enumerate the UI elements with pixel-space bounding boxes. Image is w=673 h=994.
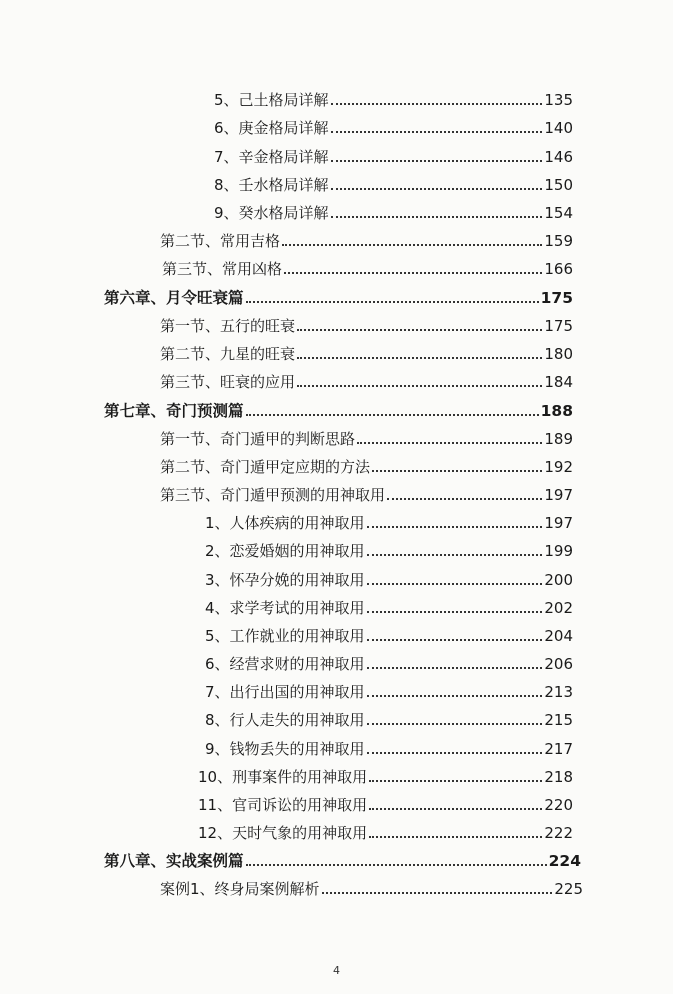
toc-entry: [160, 875, 583, 899]
toc-entry: [205, 594, 573, 618]
entry-label: 第二节、奇门遁甲定应期的方法: [160, 458, 371, 476]
entry-page: 146: [544, 148, 573, 166]
entry-label: 第三节、旺衰的应用: [160, 373, 296, 391]
toc-entry: [205, 537, 573, 561]
entry-page: 135: [544, 91, 573, 109]
entry-page: 175: [544, 317, 573, 335]
entry-label: 5、工作就业的用神取用: [205, 627, 365, 645]
entry-label: 8、壬水格局详解: [214, 176, 329, 194]
entry-page: 188: [540, 402, 573, 420]
toc-entry: [214, 199, 573, 223]
entry-page: 222: [544, 824, 573, 842]
entry-label: 3、怀孕分娩的用神取用: [205, 571, 365, 589]
entry-label: 1、人体疾病的用神取用: [205, 514, 365, 532]
entry-page: 180: [544, 345, 573, 363]
toc-entry: [205, 509, 573, 533]
entry-label: 第三节、常用凶格: [162, 260, 283, 278]
toc-entry: [214, 143, 573, 167]
entry-page: 225: [554, 880, 583, 898]
entry-label: 9、癸水格局详解: [214, 204, 329, 222]
toc-entry: [162, 255, 573, 279]
entry-label: 9、钱物丢失的用神取用: [205, 740, 365, 758]
entry-label: 2、恋爱婚姻的用神取用: [205, 542, 365, 560]
entry-page: 166: [544, 260, 573, 278]
entry-page: 150: [544, 176, 573, 194]
dot-leader: [367, 611, 543, 613]
dot-leader: [297, 329, 542, 331]
toc-entry: [198, 791, 573, 815]
entry-page: 218: [544, 768, 573, 786]
toc-entry: [214, 171, 573, 195]
dot-leader: [367, 639, 543, 641]
entry-label: 12、天时气象的用神取用: [198, 824, 368, 842]
dot-leader: [297, 385, 542, 387]
entry-page: 215: [544, 711, 573, 729]
entry-label: 10、刑事案件的用神取用: [198, 768, 368, 786]
dot-leader: [367, 723, 543, 725]
dot-leader: [246, 414, 539, 416]
entry-page: 159: [544, 232, 573, 250]
toc-entry: [205, 566, 573, 590]
dot-leader: [246, 301, 539, 303]
dot-leader: [331, 160, 543, 162]
entry-label: 5、己土格局详解: [214, 91, 329, 109]
dot-leader: [387, 498, 542, 500]
dot-leader: [372, 470, 542, 472]
entry-page: 197: [544, 486, 573, 504]
entry-label: 第八章、实战案例篇: [104, 852, 244, 870]
entry-page: 217: [544, 740, 573, 758]
entry-page: 199: [544, 542, 573, 560]
entry-page: 184: [544, 373, 573, 391]
toc-entry: [214, 86, 573, 110]
dot-leader: [367, 526, 543, 528]
entry-label: 8、行人走失的用神取用: [205, 711, 365, 729]
entry-page: 175: [540, 289, 573, 307]
entry-label: 11、官司诉讼的用神取用: [198, 796, 368, 814]
entry-label: 第二节、九星的旺衰: [160, 345, 296, 363]
toc-entry: [160, 481, 573, 505]
toc-entry: [160, 227, 573, 251]
entry-page: 206: [544, 655, 573, 673]
entry-label: 第六章、月令旺衰篇: [104, 289, 244, 307]
entry-page: 192: [544, 458, 573, 476]
dot-leader: [367, 583, 543, 585]
entry-page: 204: [544, 627, 573, 645]
toc-entry: [160, 312, 573, 336]
dot-leader: [369, 836, 542, 838]
entry-page: 140: [544, 119, 573, 137]
entry-page: 213: [544, 683, 573, 701]
toc-chapter: [104, 284, 573, 308]
entry-page: 220: [544, 796, 573, 814]
entry-page: 224: [548, 852, 581, 870]
entry-page: 154: [544, 204, 573, 222]
toc-chapter: [104, 847, 581, 871]
toc-entry: [198, 819, 573, 843]
toc-entry: [205, 622, 573, 646]
entry-page: 202: [544, 599, 573, 617]
entry-label: 第一节、五行的旺衰: [160, 317, 296, 335]
toc-entry: [160, 340, 573, 364]
entry-label: 案例1、终身局案例解析: [160, 880, 320, 898]
entry-label: 第二节、常用吉格: [160, 232, 281, 250]
dot-leader: [282, 244, 542, 246]
dot-leader: [297, 357, 542, 359]
toc-entry: [205, 735, 573, 759]
dot-leader: [357, 442, 542, 444]
entry-page: 200: [544, 571, 573, 589]
entry-page: 189: [544, 430, 573, 448]
entry-label: 6、庚金格局详解: [214, 119, 329, 137]
dot-leader: [322, 892, 553, 894]
entry-label: 7、出行出国的用神取用: [205, 683, 365, 701]
dot-leader: [369, 808, 542, 810]
toc-entry: [160, 368, 573, 392]
toc-entry: [205, 706, 573, 730]
dot-leader: [331, 131, 543, 133]
dot-leader: [367, 752, 543, 754]
dot-leader: [367, 554, 543, 556]
toc-entry: [214, 114, 573, 138]
dot-leader: [331, 188, 543, 190]
entry-label: 第三节、奇门遁甲预测的用神取用: [160, 486, 386, 504]
toc-entry: [205, 678, 573, 702]
page-number: 4: [333, 964, 340, 977]
toc-chapter: [104, 397, 573, 421]
dot-leader: [369, 780, 542, 782]
toc-entry: [205, 650, 573, 674]
toc-entry: [160, 453, 573, 477]
toc-entry: [160, 425, 573, 449]
entry-label: 第一节、奇门遁甲的判断思路: [160, 430, 356, 448]
entry-page: 197: [544, 514, 573, 532]
toc-entry: [198, 763, 573, 787]
entry-label: 7、辛金格局详解: [214, 148, 329, 166]
dot-leader: [367, 695, 543, 697]
dot-leader: [284, 272, 542, 274]
entry-label: 第七章、奇门预测篇: [104, 402, 244, 420]
dot-leader: [331, 216, 543, 218]
entry-label: 4、求学考试的用神取用: [205, 599, 365, 617]
dot-leader: [367, 667, 543, 669]
dot-leader: [246, 864, 547, 866]
dot-leader: [331, 103, 543, 105]
entry-label: 6、经营求财的用神取用: [205, 655, 365, 673]
